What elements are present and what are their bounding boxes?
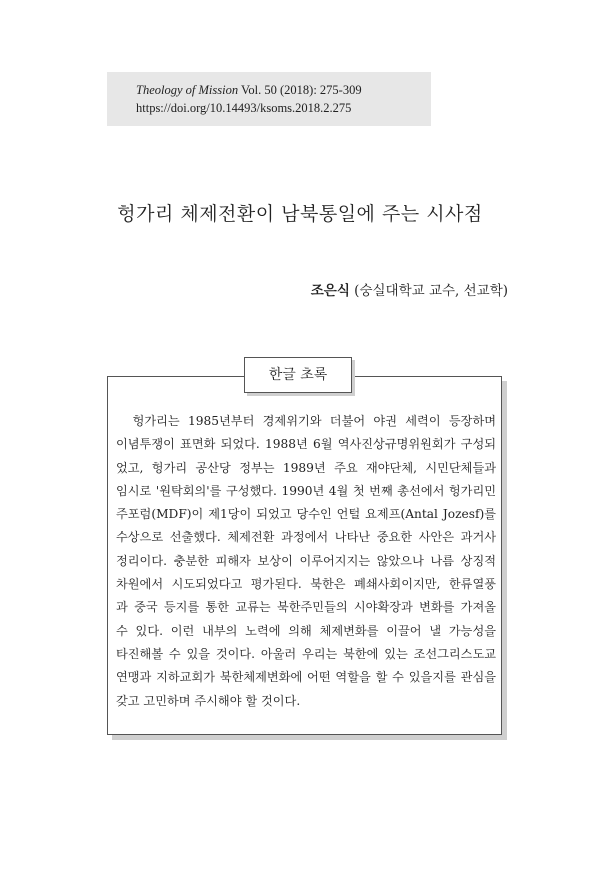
journal-volume-pages: Vol. 50 (2018): 275-309 — [238, 83, 362, 97]
abstract-line: 임시로 '원탁회의'를 구성했다. 1990년 4월 첫 번째 총선에서 헝가리민 — [116, 483, 496, 498]
abstract-line: 수 있다. 이런 내부의 노력에 의해 체제변화를 이끌어 낼 가능성을 — [116, 623, 496, 638]
abstract-line: 과 중국 등지를 통한 교류는 북한주민들의 시야확장과 변화를 가져올 — [116, 600, 496, 615]
abstract-line: 수상으로 선출했다. 체제전환 과정에서 나타난 중요한 사안은 과거사 — [116, 530, 496, 545]
abstract-line: 이념투쟁이 표면화 되었다. 1988년 6월 역사진상규명위원회가 구성되 — [116, 437, 496, 452]
abstract-line: 갖고 고민하며 주시해야 할 것이다. — [116, 693, 301, 708]
author-line — [311, 279, 508, 299]
abstract-line: 주포럼(MDF)이 제1당이 되었고 당수인 언털 요제프(Antal Jozesf)를 — [116, 507, 496, 522]
abstract-line: 차원에서 시도되었다고 평가된다. 북한은 폐쇄사회이지만, 한류열풍 — [116, 577, 496, 592]
journal-citation-box — [107, 72, 431, 126]
abstract-label: 한글 초록 — [244, 357, 352, 393]
abstract-body — [116, 410, 496, 713]
abstract-line: 었고, 헝가리 공산당 정부는 1989년 주요 재야단체, 시민단체들과 — [116, 460, 496, 475]
abstract-line: 타진해볼 수 있을 것이다. 아울러 우리는 북한에 있는 조선그리스도교 — [116, 646, 496, 661]
paper-title: 헝가리 체제전환이 남북통일에 주는 시사점 — [117, 203, 483, 225]
abstract-line: 정리이다. 충분한 피해자 보상이 이루어지지는 않았으나 나름 상징적 — [116, 553, 496, 568]
abstract-line: 연맹과 지하교회가 북한체제변화에 어떤 역할을 할 수 있을지를 관심을 — [116, 670, 496, 685]
author-affiliation: (숭실대학교 교수, 선교학) — [349, 283, 508, 299]
abstract-line: 헝가리는 1985년부터 경제위기와 더불어 야권 세력이 등장하며 — [116, 414, 496, 428]
journal-doi[interactable]: https://doi.org/10.14493/ksoms.2018.2.275 — [136, 101, 352, 115]
journal-name: Theology of Mission — [136, 83, 239, 97]
journal-citation-line — [136, 81, 431, 99]
author-name: 조은식 — [310, 283, 350, 299]
